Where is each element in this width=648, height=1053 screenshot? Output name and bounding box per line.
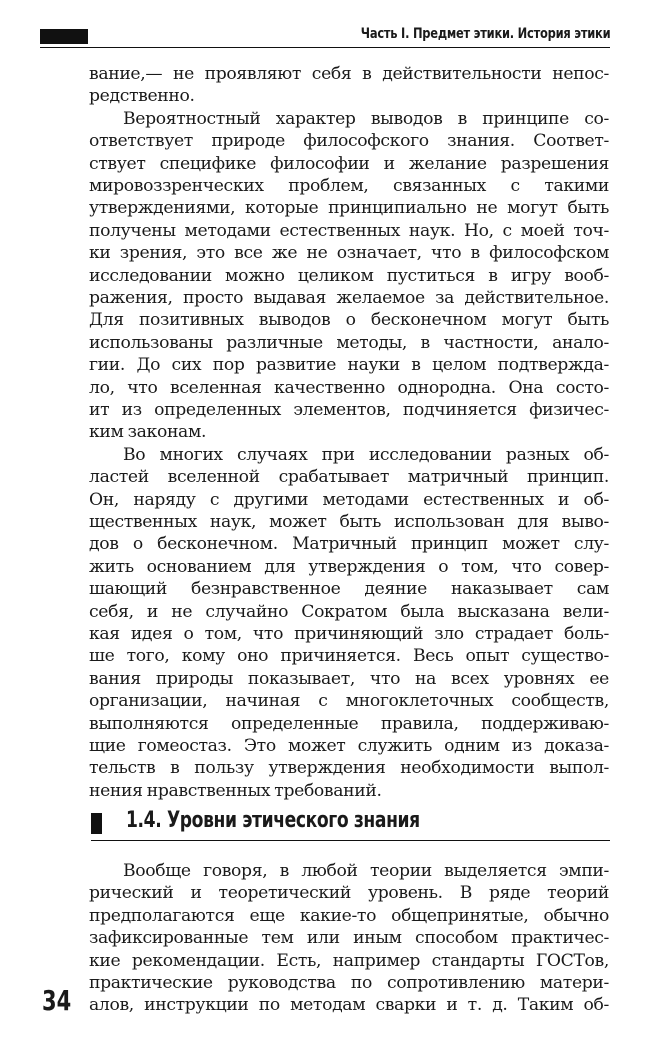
text-line: Он, наряду с другими методами естественных и об- xyxy=(89,489,609,510)
text-line: использованы различные методы, в частности, анало- xyxy=(89,332,609,353)
text-line: себя, и не случайно Сократом была высказана вели- xyxy=(89,601,609,622)
text-line: Вообще говоря, в любой теории выделяется эмпи- xyxy=(123,861,609,881)
section-rule xyxy=(91,840,610,841)
text-line: ким законам. xyxy=(89,422,207,443)
text-line: ки зрения, это все же не означает, что в философском xyxy=(89,243,609,264)
text-line: мировоззренческих проблем, связанных с такими xyxy=(89,176,609,196)
text-line: получены методами естественных наук. Но, с моей точ- xyxy=(89,220,609,241)
text-line: тельств в пользу утверждения необходимости выпол- xyxy=(89,758,609,779)
text-line: кая идея о том, что причиняющий зло страдает боль- xyxy=(89,624,609,644)
text-line: предполагаются еще какие-то общепринятые, обычно xyxy=(89,905,609,926)
text-line: ло, что вселенная качественно однородна. Она состо- xyxy=(89,377,609,398)
text-line: Во многих случаях при исследовании разных об- xyxy=(123,444,609,465)
text-line: нения нравственных требований. xyxy=(89,780,382,801)
text-line: выполняются определенные правила, поддерживаю- xyxy=(89,713,609,734)
text-line: вание,— не проявляют себя в действительности непос- xyxy=(89,64,609,84)
text-line: дов о бесконечном. Матричный принцип может слу- xyxy=(89,534,609,555)
text-line: щие гомеостаз. Это может служить одним из доказа- xyxy=(89,736,609,756)
text-line: вания природы показывает, что на всех уровнях ее xyxy=(89,668,609,689)
text-line: жить основанием для утверждения о том, что совер- xyxy=(89,556,609,577)
text-line: кие рекомендации. Есть, например стандарты ГОСТов, xyxy=(89,950,609,971)
text-line: щественных наук, может быть использован для выво- xyxy=(89,512,609,532)
text-line: зафиксированные тем или иным способом практичес- xyxy=(89,928,609,949)
running-head: Часть I. Предмет этики. История этики xyxy=(360,26,610,42)
text-line: шающий безнравственное деяние наказывает сам xyxy=(89,579,609,600)
text-line: редственно. xyxy=(89,86,195,107)
section-marker-icon xyxy=(91,813,102,834)
text-line: ствует специфике философии и желание разрешения xyxy=(89,153,609,174)
text-line: ластей вселенной срабатывает матричный принцип. xyxy=(89,467,609,488)
text-line: утверждениями, которые принципиально не могут быть xyxy=(89,198,609,219)
text-line: Вероятностный характер выводов в принципе со- xyxy=(123,108,609,129)
text-line: организации, начиная с многоклеточных сообществ, xyxy=(89,691,609,712)
text-line: ше того, кому оно причиняется. Весь опыт существо- xyxy=(89,646,609,667)
section-title: 1.4. Уровни этического знания xyxy=(126,808,420,833)
page-number: 34 xyxy=(42,984,72,1017)
text-line: Для позитивных выводов о бесконечном могут быть xyxy=(89,310,609,331)
text-line: ответствует природе философского знания. Соответ- xyxy=(89,131,609,152)
text-line: практические руководства по сопротивлению матери- xyxy=(89,973,609,993)
text-line: рический и теоретический уровень. В ряде теорий xyxy=(89,883,609,904)
text-line: ражения, просто выдавая желаемое за действительное. xyxy=(89,288,609,308)
text-line: гии. До сих пор развитие науки в целом подтвержда- xyxy=(89,355,609,376)
text-line: исследовании можно целиком пуститься в игру вооб- xyxy=(89,265,609,286)
text-line: алов, инструкции по методам сварки и т. д. Таким об- xyxy=(89,995,609,1016)
header-decor-block xyxy=(40,29,88,44)
text-line: ит из определенных элементов, подчиняется физичес- xyxy=(89,400,609,420)
header-rule xyxy=(40,47,610,48)
